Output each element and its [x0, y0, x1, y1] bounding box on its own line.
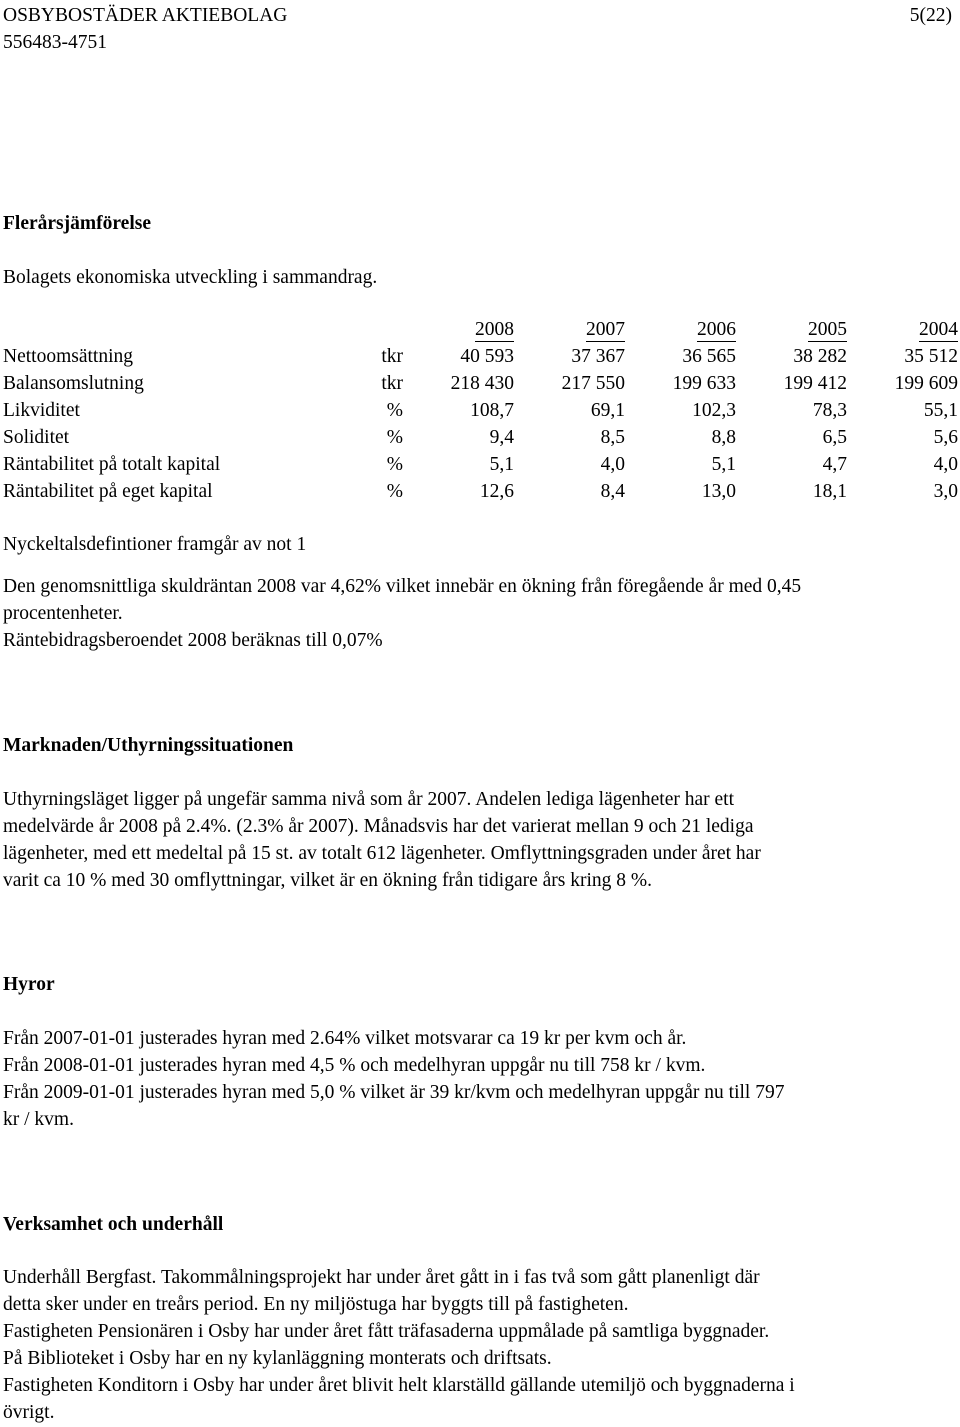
row-unit: %: [386, 481, 403, 502]
row-label: Räntabilitet på totalt kapital: [3, 454, 221, 475]
row-label: Nettoomsättning: [3, 346, 133, 367]
row-unit: tkr: [381, 346, 403, 367]
table-cell: 217 550: [561, 373, 625, 394]
table-cell: 5,1: [711, 454, 736, 475]
row-label: Soliditet: [3, 427, 70, 448]
company-name: OSBYBOSTÄDER AKTIEBOLAG: [3, 5, 288, 26]
section-heading-rents: Hyror: [3, 974, 55, 995]
paragraph-line: Från 2007-01-01 justerades hyran med 2.64% vilket motsvarar ca 19 kr per kvm och år.: [3, 1028, 687, 1049]
table-row: [3, 343, 958, 370]
table-row: [3, 478, 958, 505]
paragraph-line: medelvärde år 2008 på 2.4%. (2.3% år 2007). Månadsvis har det varierat mellan 9 och 21 lediga: [3, 816, 754, 837]
paragraph-line: Från 2009-01-01 justerades hyran med 5,0 % vilket är 39 kr/kvm och medelhyran uppgår nu till 797: [3, 1082, 785, 1103]
year-header: 2006: [697, 319, 736, 340]
table-cell: 8,4: [600, 481, 625, 502]
section-heading-maintenance: Verksamhet och underhåll: [3, 1214, 224, 1235]
row-unit: %: [386, 427, 403, 448]
row-label: Balansomslutning: [3, 373, 144, 394]
table-cell: 38 282: [793, 346, 847, 367]
paragraph-line: varit ca 10 % med 30 omflyttningar, vilket är en ökning från tidigare års kring 8 %.: [3, 870, 653, 891]
table-row: [3, 397, 958, 424]
table-cell: 4,0: [600, 454, 625, 475]
table-cell: 55,1: [923, 400, 958, 421]
table-cell: 12,6: [479, 481, 514, 502]
paragraph-line: lägenheter, med ett medeltal på 15 st. av totalt 612 lägenheter. Omflyttningsgraden under året har: [3, 843, 761, 864]
org-number: 556483-4751: [3, 32, 107, 53]
table-row: [3, 451, 958, 478]
table-cell: 3,0: [933, 481, 958, 502]
interest-paragraph: [3, 573, 954, 654]
section-heading-market: Marknaden/Uthyrningssituationen: [3, 735, 294, 756]
paragraph-line: procentenheter.: [3, 603, 123, 624]
page-header: [3, 2, 287, 56]
year-header: 2004: [919, 319, 958, 340]
paragraph-line: Underhåll Bergfast. Takommålningsprojekt har under året gått in i fas två som gått planenligt där: [3, 1267, 760, 1288]
table-cell: 8,8: [711, 427, 736, 448]
table-cell: 5,6: [933, 427, 958, 448]
year-header: 2007: [586, 319, 625, 340]
row-unit: tkr: [381, 373, 403, 394]
table-cell: 199 412: [783, 373, 847, 394]
table-cell: 199 609: [894, 373, 958, 394]
table-cell: 35 512: [904, 346, 958, 367]
table-cell: 37 367: [571, 346, 625, 367]
section-heading-summary: Flerårsjämförelse: [3, 213, 151, 234]
table-row: [3, 370, 958, 397]
table-cell: 102,3: [692, 400, 736, 421]
table-cell: 78,3: [812, 400, 847, 421]
paragraph-line: Den genomsnittliga skuldräntan 2008 var 4,62% vilket innebär en ökning från föregående år med 0,45: [3, 576, 802, 597]
paragraph-line: Fastigheten Pensionären i Osby har under året fått träfasaderna uppmålade på samtliga byggnader.: [3, 1321, 770, 1342]
maintenance-paragraph: [3, 1264, 954, 1426]
rents-paragraph: [3, 1025, 954, 1133]
paragraph-line: Räntebidragsberoendet 2008 beräknas till 0,07%: [3, 630, 383, 651]
page-number: 5(22): [909, 5, 952, 26]
paragraph-line: detta sker under en treårs period. En ny miljöstuga har byggts till på fastigheten.: [3, 1294, 629, 1315]
row-unit: %: [386, 400, 403, 421]
table-cell: 6,5: [822, 427, 847, 448]
year-header: 2005: [808, 319, 847, 340]
table-cell: 36 565: [682, 346, 736, 367]
market-paragraph: [3, 786, 954, 894]
row-label: Räntabilitet på eget kapital: [3, 481, 213, 502]
paragraph-line: Från 2008-01-01 justerades hyran med 4,5 % och medelhyran uppgår nu till 758 kr / kvm.: [3, 1055, 706, 1076]
table-cell: 4,0: [933, 454, 958, 475]
table-cell: 5,1: [489, 454, 514, 475]
table-cell: 13,0: [701, 481, 736, 502]
table-cell: 18,1: [812, 481, 847, 502]
table-cell: 199 633: [672, 373, 736, 394]
table-header-row: [3, 316, 958, 343]
key-figures-note: Nyckeltalsdefintioner framgår av not 1: [3, 534, 307, 555]
table-cell: 4,7: [822, 454, 847, 475]
table-cell: 9,4: [489, 427, 514, 448]
year-header: 2008: [475, 319, 514, 340]
paragraph-line: På Biblioteket i Osby har en ny kylanläggning monterats och driftsats.: [3, 1348, 552, 1369]
paragraph-line: Uthyrningsläget ligger på ungefär samma nivå som år 2007. Andelen lediga lägenheter har ett: [3, 789, 735, 810]
paragraph-line: övrigt.: [3, 1402, 55, 1423]
multi-year-table: [3, 316, 958, 505]
row-unit: %: [386, 454, 403, 475]
paragraph-line: kr / kvm.: [3, 1109, 74, 1130]
summary-intro: Bolagets ekonomiska utveckling i sammandrag.: [3, 267, 378, 288]
row-label: Likviditet: [3, 400, 80, 421]
table-cell: 40 593: [460, 346, 514, 367]
table-cell: 218 430: [450, 373, 514, 394]
table-cell: 8,5: [600, 427, 625, 448]
table-cell: 69,1: [590, 400, 625, 421]
table-row: [3, 424, 958, 451]
paragraph-line: Fastigheten Konditorn i Osby har under året blivit helt klarställd gällande utemiljö och byggnaderna i: [3, 1375, 795, 1396]
table-cell: 108,7: [470, 400, 514, 421]
